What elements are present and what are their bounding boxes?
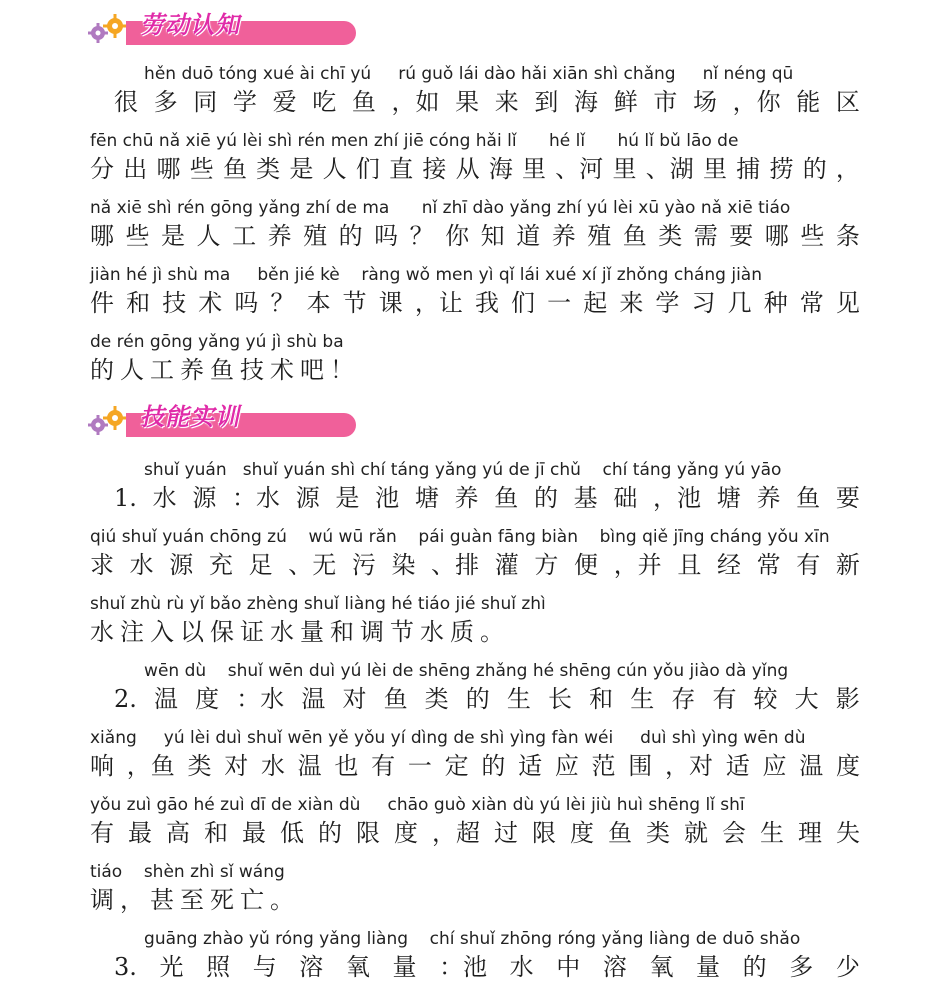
hanzi-char: 水	[129, 551, 154, 579]
hanzi-char: 工	[232, 222, 257, 250]
hanzi-char: 对	[224, 752, 249, 780]
hanzi-char: 污	[351, 551, 376, 579]
hanzi-char: 保	[210, 618, 240, 646]
hanzi-char: 养	[267, 222, 292, 250]
section-header-labor-cognition	[86, 8, 276, 48]
hanzi-char: 吗	[374, 222, 399, 250]
section-title: 技能实训	[139, 403, 245, 431]
hanzi-line	[90, 750, 860, 782]
hanzi-char: 知	[480, 222, 505, 250]
hanzi-char: 便	[574, 551, 599, 579]
hanzi-char: 养	[454, 484, 479, 512]
hanzi-char: 果	[455, 88, 480, 116]
hanzi-char: 限	[356, 819, 380, 847]
hanzi-char: 同	[193, 88, 218, 116]
hanzi-char: 应	[554, 752, 579, 780]
pinyin-line: shuǐ zhù rù yǐ bǎo zhèng shuǐ liàng hé tiáo jié shuǐ zhì	[90, 594, 546, 614]
hanzi-char: 质	[450, 618, 480, 646]
hanzi-char: 最	[242, 819, 266, 847]
hanzi-char: 技	[162, 289, 187, 317]
hanzi-char: 哪	[156, 155, 181, 183]
hanzi-char: 调	[90, 886, 120, 914]
hanzi-char: 氧	[345, 953, 370, 981]
hanzi-char: 最	[128, 819, 152, 847]
hanzi-char: 水	[260, 752, 285, 780]
hanzi-char: 里	[522, 155, 547, 183]
hanzi-char: 很	[90, 88, 138, 116]
hanzi-char: ，池	[653, 484, 702, 512]
section-header-skill-training	[86, 400, 276, 440]
pinyin-line: jiàn hé jì shù ma běn jié kè ràng wǒ men yì qǐ lái xué xí jǐ zhǒng cháng jiàn	[90, 265, 762, 285]
hanzi-char: 类	[187, 752, 212, 780]
hanzi-char: 范	[591, 752, 616, 780]
hanzi-char: 的	[338, 222, 363, 250]
hanzi-char: 水	[270, 618, 300, 646]
hanzi-char: 温	[297, 752, 322, 780]
hanzi-char: 生	[630, 685, 655, 713]
hanzi-char: 注	[120, 618, 150, 646]
hanzi-char: 理	[798, 819, 822, 847]
pinyin-line: nǎ xiē shì rén gōng yǎng zhí de ma nǐ zhī dào yǎng zhí yú lèi xū yào nǎ xiē tiáo	[90, 198, 791, 218]
hanzi-char: 响	[90, 752, 114, 780]
hanzi-line	[90, 220, 860, 252]
hanzi-char: 源	[295, 484, 320, 512]
hanzi-char: ，你	[732, 88, 781, 116]
hanzi-char: 海	[488, 155, 513, 183]
hanzi-char: 里	[612, 155, 637, 183]
hanzi-char: 证	[240, 618, 270, 646]
hanzi-char: 课	[378, 289, 403, 317]
hanzi-line	[90, 884, 860, 916]
hanzi-char: ：水	[236, 685, 285, 713]
hanzi-char: 殖	[303, 222, 328, 250]
hanzi-char: 的	[742, 953, 767, 981]
hanzi-char: 人	[196, 222, 221, 250]
hanzi-char: 类	[256, 155, 281, 183]
hanzi-char: 的	[318, 819, 342, 847]
hanzi-char: 一	[407, 752, 432, 780]
hanzi-char: 的	[465, 685, 490, 713]
hanzi-char: 吃	[312, 88, 337, 116]
hanzi-char: 你	[445, 222, 470, 250]
hanzi-char: 些	[800, 222, 825, 250]
hanzi-char: 到	[534, 88, 559, 116]
hanzi-char: 类	[646, 819, 670, 847]
hanzi-char: 量	[300, 618, 330, 646]
hanzi-char: 鱼	[622, 222, 647, 250]
hanzi-char: 生	[506, 685, 531, 713]
hanzi-char: 一	[547, 289, 572, 317]
hanzi-char: 见	[835, 289, 860, 317]
hanzi-char: 入	[150, 618, 180, 646]
hanzi-char: 。	[480, 618, 510, 646]
hanzi-char: 学	[655, 289, 680, 317]
hanzi-char: 灌	[494, 551, 519, 579]
pinyin-line: tiáo shèn zhì sǐ wáng	[90, 862, 285, 882]
hanzi-char: 、无	[288, 551, 337, 579]
hanzi-char: 础	[613, 484, 638, 512]
hanzi-char: 捕	[736, 155, 761, 183]
hanzi-char: ：水	[232, 484, 281, 512]
hanzi-char: 应	[762, 752, 787, 780]
hanzi-char: 量	[392, 953, 417, 981]
hanzi-char: 、湖	[645, 155, 694, 183]
hanzi-char: 常	[756, 551, 781, 579]
hanzi-char: 经	[716, 551, 741, 579]
hanzi-char: 较	[753, 685, 778, 713]
hanzi-char: 高	[166, 819, 190, 847]
pinyin-line: yǒu zuì gāo hé zuì dī de xiàn dù chāo guò xiàn dù yú lèi jiù huì shēng lǐ shī	[90, 795, 745, 815]
hanzi-char: 鱼	[796, 484, 821, 512]
hanzi-char: 和	[330, 618, 360, 646]
hanzi-char: 是	[289, 155, 314, 183]
hanzi-char: ，让	[414, 289, 463, 317]
hanzi-char: 会	[722, 819, 746, 847]
hanzi-char: 死	[210, 886, 240, 914]
hanzi-char: 失	[836, 819, 860, 847]
hanzi-char: 对	[342, 685, 367, 713]
hanzi-char: 温	[154, 685, 179, 713]
hanzi-char: 养	[551, 222, 576, 250]
pinyin-line: shuǐ yuán shuǐ yuán shì chí táng yǎng yú de jī chǔ chí táng yǎng yú yāo	[90, 460, 782, 480]
hanzi-char: 度	[394, 819, 418, 847]
hanzi-char: 照	[206, 953, 231, 981]
hanzi-char: 鱼	[222, 155, 247, 183]
hanzi-char: 们	[355, 155, 380, 183]
hanzi-char: 捞	[769, 155, 794, 183]
hanzi-char: 适	[725, 752, 750, 780]
hanzi-char: 接	[422, 155, 447, 183]
pinyin-line: guāng zhào yǔ róng yǎng liàng chí shuǐ zhōng róng yǎng liàng de duō shǎo	[90, 929, 801, 949]
hanzi-char: 的	[802, 155, 827, 183]
hanzi-char: ，如	[391, 88, 440, 116]
hanzi-char: 中	[556, 953, 581, 981]
pinyin-line: qiú shuǐ yuán chōng zú wú wū rǎn pái guàn fāng biàn bìng qiě jīng cháng yǒu xīn	[90, 527, 830, 547]
hanzi-char: 溶	[602, 953, 627, 981]
hanzi-char: 是	[161, 222, 186, 250]
hanzi-char: 水	[509, 953, 534, 981]
hanzi-char: 长	[548, 685, 572, 713]
hanzi-char: 、河	[555, 155, 604, 183]
hanzi-char: 吧	[300, 356, 330, 384]
hanzi-char: 塘	[716, 484, 741, 512]
hanzi-line	[90, 354, 860, 386]
hanzi-char: 量	[696, 953, 721, 981]
hanzi-char: 塘	[414, 484, 439, 512]
hanzi-char: 鱼	[383, 685, 408, 713]
hanzi-char: 1.	[90, 484, 137, 512]
hanzi-char: 亡	[240, 886, 270, 914]
hanzi-char: 有	[712, 685, 737, 713]
hanzi-char: ，对	[665, 752, 714, 780]
hanzi-char: 能	[796, 88, 821, 116]
hanzi-line	[90, 817, 860, 849]
hanzi-char: 本	[306, 289, 331, 317]
hanzi-char: 影	[835, 685, 860, 713]
hanzi-char: ，并	[613, 551, 662, 579]
hanzi-char: ：池	[439, 953, 488, 981]
hanzi-char: 节	[342, 289, 367, 317]
hanzi-char: 温	[301, 685, 326, 713]
hanzi-char: ，甚	[120, 886, 180, 914]
hanzi-char: 类	[424, 685, 449, 713]
hanzi-char: 种	[763, 289, 788, 317]
hanzi-char: 3.	[90, 953, 137, 981]
hanzi-char: 习	[691, 289, 716, 317]
hanzi-char: 水	[152, 484, 177, 512]
section-title: 劳动认知	[139, 11, 245, 39]
hanzi-char: 2.	[90, 685, 137, 713]
hanzi-char: 鱼	[494, 484, 519, 512]
hanzi-char: 低	[280, 819, 304, 847]
hanzi-char: 源	[192, 484, 217, 512]
hanzi-char: 大	[794, 685, 819, 713]
hanzi-char: 几	[727, 289, 752, 317]
hanzi-char: 常	[799, 289, 824, 317]
hanzi-char: 区	[835, 88, 860, 116]
hanzi-char: 起	[583, 289, 608, 317]
hanzi-char: 度	[570, 819, 594, 847]
pinyin-line: hěn duō tóng xué ài chī yú rú guǒ lái dào hǎi xiān shì chǎng nǐ néng qū	[90, 64, 794, 84]
hanzi-char: 技	[240, 356, 270, 384]
hanzi-char: 池	[375, 484, 400, 512]
hanzi-char: 人	[322, 155, 347, 183]
hanzi-char: 生	[760, 819, 784, 847]
pinyin-line: wēn dù shuǐ wēn duì yú lèi de shēng zhǎng hé shēng cún yǒu jiào dà yǐng	[90, 661, 789, 681]
hanzi-char: 吗	[234, 289, 259, 317]
pinyin-line: xiǎng yú lèi duì shuǐ wēn yě yǒu yí dìng de shì yìng fàn wéi duì shì yìng wēn dù	[90, 728, 806, 748]
hanzi-char: 工	[150, 356, 180, 384]
hanzi-char: 调	[360, 618, 390, 646]
hanzi-char: 有	[796, 551, 821, 579]
hanzi-char: 类	[658, 222, 683, 250]
hanzi-char: 节	[390, 618, 420, 646]
hanzi-char: 过	[494, 819, 518, 847]
hanzi-line	[90, 153, 860, 185]
hanzi-char: 殖	[587, 222, 612, 250]
hanzi-line	[90, 683, 860, 715]
hanzi-char: 的	[481, 752, 506, 780]
hanzi-char: 鱼	[210, 356, 240, 384]
hanzi-char: 术	[198, 289, 223, 317]
hanzi-char: 从	[455, 155, 480, 183]
hanzi-char: 有	[90, 819, 114, 847]
hanzi-char: 新	[835, 551, 860, 579]
hanzi-char: 鱼	[608, 819, 632, 847]
hanzi-char: 适	[518, 752, 543, 780]
hanzi-char: 至	[180, 886, 210, 914]
hanzi-char: 且	[677, 551, 702, 579]
hanzi-char: 、排	[431, 551, 480, 579]
hanzi-char: 来	[619, 289, 644, 317]
hanzi-char: 多	[789, 953, 814, 981]
hanzi-char: 件	[90, 289, 114, 317]
hanzi-char: 术	[270, 356, 300, 384]
hanzi-line	[90, 549, 860, 581]
hanzi-char: ，鱼	[126, 752, 175, 780]
hanzi-char: 直	[389, 155, 414, 183]
hanzi-char: ？	[409, 222, 434, 250]
hanzi-char: 与	[252, 953, 277, 981]
hanzi-char: 需	[693, 222, 718, 250]
hanzi-char: 鱼	[351, 88, 376, 116]
hanzi-char: 的	[90, 356, 120, 384]
hanzi-char: 多	[153, 88, 178, 116]
hanzi-char: 市	[653, 88, 678, 116]
hanzi-char: 度	[195, 685, 220, 713]
hanzi-char: 水	[90, 618, 120, 646]
pinyin-line: fēn chū nǎ xiē yú lèi shì rén men zhí jiē cóng hǎi lǐ hé lǐ hú lǐ bǔ lāo de	[90, 131, 739, 151]
hanzi-char: 温	[799, 752, 824, 780]
hanzi-char: ？	[270, 289, 295, 317]
hanzi-char: 我	[474, 289, 499, 317]
hanzi-char: 存	[671, 685, 696, 713]
hanzi-char: 养	[756, 484, 781, 512]
hanzi-char: 限	[532, 819, 556, 847]
hanzi-char: 水	[420, 618, 450, 646]
hanzi-char: 少	[835, 953, 860, 981]
hanzi-line	[90, 616, 860, 648]
hanzi-char: ，	[835, 155, 860, 183]
hanzi-char: 和	[589, 685, 614, 713]
hanzi-line	[90, 86, 860, 118]
hanzi-char: 条	[835, 222, 860, 250]
hanzi-char: 道	[516, 222, 541, 250]
hanzi-char: 就	[684, 819, 708, 847]
hanzi-char: 。	[270, 886, 300, 914]
hanzi-char: 们	[511, 289, 536, 317]
hanzi-char: 和	[126, 289, 151, 317]
hanzi-char: 些	[125, 222, 150, 250]
hanzi-char: 要	[729, 222, 754, 250]
hanzi-char: 方	[534, 551, 559, 579]
hanzi-char: 鲜	[613, 88, 638, 116]
hanzi-char: 足	[248, 551, 273, 579]
hanzi-char: 以	[180, 618, 210, 646]
hanzi-char: 是	[335, 484, 360, 512]
hanzi-char: 源	[169, 551, 194, 579]
hanzi-char: 有	[371, 752, 396, 780]
hanzi-char: 里	[702, 155, 727, 183]
hanzi-char: 爱	[272, 88, 297, 116]
hanzi-char: 的	[533, 484, 558, 512]
hanzi-line	[90, 951, 860, 983]
hanzi-char: 基	[573, 484, 598, 512]
pinyin-line: de rén gōng yǎng yú jì shù ba	[90, 332, 344, 352]
hanzi-char: 要	[835, 484, 860, 512]
hanzi-char: 充	[208, 551, 233, 579]
hanzi-char: 氧	[649, 953, 674, 981]
hanzi-char: 海	[574, 88, 599, 116]
hanzi-char: 些	[189, 155, 214, 183]
hanzi-char: 溶	[299, 953, 324, 981]
hanzi-char: 场	[692, 88, 717, 116]
hanzi-char: 来	[494, 88, 519, 116]
hanzi-line	[90, 482, 860, 514]
hanzi-char: ，超	[432, 819, 480, 847]
hanzi-line	[90, 287, 860, 319]
hanzi-char: 学	[232, 88, 257, 116]
hanzi-char: 定	[444, 752, 469, 780]
hanzi-char: ！	[330, 356, 360, 384]
hanzi-char: 围	[628, 752, 653, 780]
hanzi-char: 哪	[764, 222, 789, 250]
hanzi-char: 染	[391, 551, 416, 579]
hanzi-char: 人	[120, 356, 150, 384]
hanzi-char: 度	[835, 752, 860, 780]
hanzi-char: 和	[204, 819, 228, 847]
hanzi-char: 出	[123, 155, 148, 183]
hanzi-char: 哪	[90, 222, 114, 250]
hanzi-char: 养	[180, 356, 210, 384]
hanzi-char: 分	[90, 155, 114, 183]
hanzi-char: 求	[90, 551, 114, 579]
hanzi-char: 也	[334, 752, 359, 780]
hanzi-char: 光	[159, 953, 184, 981]
